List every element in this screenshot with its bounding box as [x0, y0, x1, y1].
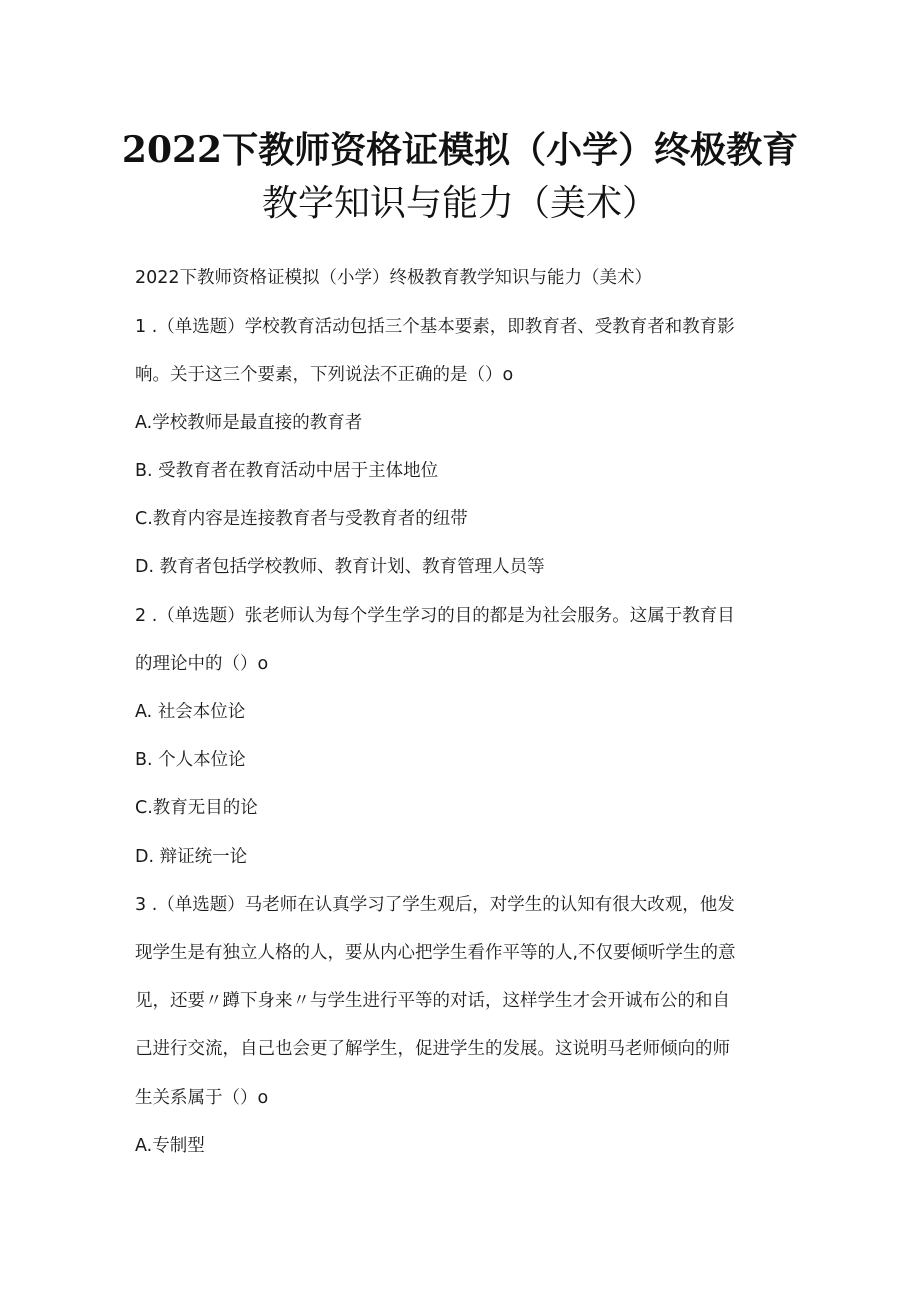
question-2-stem-line-1: 2 .（单选题）张老师认为每个学生学习的目的都是为社会服务。这属于教育目 — [135, 606, 735, 626]
question-2-option-d: D. 辩证统一论 — [135, 847, 248, 867]
question-3-stem-line-5: 生关系属于（）o — [135, 1088, 269, 1108]
question-1-option-c: C.教育内容是连接教育者与受教育者的纽带 — [135, 509, 468, 529]
question-3-stem-line-2: 现学生是有独立人格的人，要从内心把学生看作平等的人,不仅要倾听学生的意 — [135, 943, 736, 963]
document-subtitle: 2022下教师资格证模拟（小学）终极教育教学知识与能力（美术） — [135, 268, 653, 288]
document-title-line-1: 2022下教师资格证模拟（小学）终极教育 — [121, 129, 799, 171]
question-1-stem-line-2: 响。关于这三个要素，下列说法不正确的是（）o — [135, 365, 514, 385]
question-3-stem-line-3: 见，还要〃蹲下身来〃与学生进行平等的对话，这样学生才会开诚布公的和自 — [135, 991, 730, 1011]
question-1-option-a: A.学校教师是最直接的教育者 — [135, 413, 363, 433]
question-3-option-a: A.专制型 — [135, 1136, 205, 1156]
question-3-stem-line-1: 3 .（单选题）马老师在认真学习了学生观后，对学生的认知有很大改观，他发 — [135, 895, 735, 915]
question-1-option-d: D. 教育者包括学校教师、教育计划、教育管理人员等 — [135, 557, 545, 577]
question-2-stem-line-2: 的理论中的（）o — [135, 654, 269, 674]
question-1-stem-line-1: 1 .（单选题）学校教育活动包括三个基本要素，即教育者、受教育者和教育影 — [135, 317, 735, 337]
document-title-line-2: 教学知识与能力（美术） — [261, 183, 658, 224]
question-3-stem-line-4: 己进行交流，自己也会更了解学生，促进学生的发展。这说明马老师倾向的师 — [135, 1039, 730, 1059]
question-2-option-a: A. 社会本位论 — [135, 702, 246, 722]
question-1-option-b: B. 受教育者在教育活动中居于主体地位 — [135, 461, 439, 481]
question-2-option-b: B. 个人本位论 — [135, 750, 246, 770]
question-2-option-c: C.教育无目的论 — [135, 798, 258, 818]
